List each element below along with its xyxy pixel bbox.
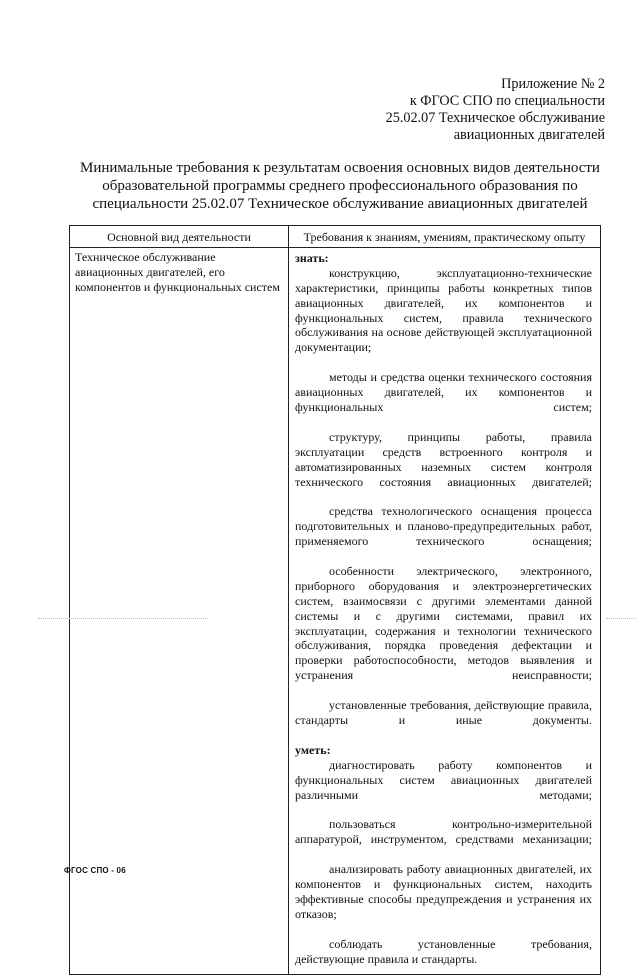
annex-specialty-cont: авиационных двигателей [453,127,605,143]
know-item: особенности электрического, электронного, приборного оборудования и электроэнергетических систем, взаимосвязи с другими элементами данной системы и с другими системами, правил их эксплуатации, содержания и технологии технического обслуживания, порядка проведения дефектации и проверки работоспособности, методов выявления и устранения неисправности; [295,563,592,683]
annex-standard: к ФГОС СПО по специальности [409,93,605,109]
title-line-3: специальности 25.02.07 Техническое обслуживание авиационных двигателей [92,196,588,212]
skill-item: пользоваться контрольно-измерительной аппаратурой, инструментом, средствами механизации; [295,817,592,847]
annex-specialty: 25.02.07 Техническое обслуживание [385,110,605,126]
annex-number: Приложение № 2 [501,76,605,92]
know-label: знать: [295,250,329,265]
skill-item: диагностировать работу компонентов и функциональных систем авиационных двигателей различными методами; [295,757,592,802]
requirements-table [69,225,601,975]
requirements-cell [289,247,601,975]
know-item: методы и средства оценки технического состояния авиационных двигателей, их компонентов и функциональных систем; [295,370,592,414]
annex-header [345,76,605,144]
know-item: структуру, принципы работы, правила эксплуатации средств встроенного контроля и автоматизированных наземных систем контроля технического состояния авиационных двигателей; [295,429,592,489]
header-activity: Основной вид деятельности [70,226,289,248]
know-item: установленные требования, действующие правила, стандарты и иные документы. [295,698,592,727]
know-item: конструкцию, эксплуатационно-технические характеристики, принципы работы конкретных типов авиационных двигателей, их компонентов и функциональных систем, правила технического обслуживания на основе действующей эксплуатационной документации; [295,265,592,355]
document-title [60,159,620,213]
skill-item: соблюдать установленные требования, действующие правила и стандарты. [295,936,592,966]
activity-cell: Техническое обслуживание авиационных двигателей, его компонентов и функциональных систем [70,247,289,975]
skill-label: уметь: [295,742,331,757]
header-requirements: Требования к знаниям, умениям, практическому опыту [289,226,601,248]
scan-artifact-left [38,618,208,619]
table-row [70,247,601,975]
know-item: средства технологического оснащения процесса подготовительных и планово-предупредительных работ, применяемого технического оснащения; [295,504,592,549]
title-line-2: образовательной программы среднего профессионального образования по [102,178,578,194]
scan-artifact-right [606,618,636,619]
table-header-row [70,226,601,248]
skill-item: анализировать работу авиационных двигателей, их компонентов и функциональных систем, находить эффективные способы предупреждения и устранения их отказов; [295,862,592,921]
title-line-1: Минимальные требования к результатам освоения основных видов деятельности [80,160,600,176]
page-footer: ФГОС СПО - 06 [64,866,126,875]
